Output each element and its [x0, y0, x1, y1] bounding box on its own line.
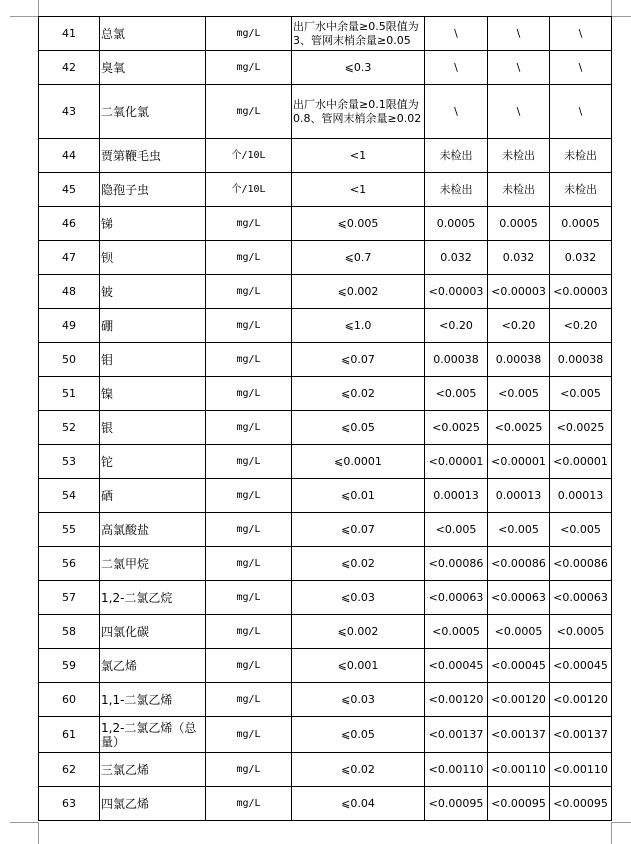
row-number: 61: [39, 717, 100, 753]
row-number: 45: [39, 173, 100, 207]
table-row: [39, 445, 612, 479]
result-cell-2: \: [488, 17, 550, 51]
result-cell-3: <0.005: [550, 377, 612, 411]
unit-cell: mg/L: [206, 513, 292, 547]
indicator-name: 高氯酸盐: [100, 513, 206, 547]
limit-cell: ⩽0.03: [292, 683, 425, 717]
indicator-name: 贾第鞭毛虫: [100, 139, 206, 173]
table-row: [39, 547, 612, 581]
result-cell-3: \: [550, 51, 612, 85]
indicator-name: 四氯化碳: [100, 615, 206, 649]
limit-cell: ⩽0.04: [292, 787, 425, 821]
row-number: 60: [39, 683, 100, 717]
result-cell-2: 0.032: [488, 241, 550, 275]
result-cell-3: <0.00120: [550, 683, 612, 717]
limit-cell: 出厂水中余量≥0.1限值为0.8、管网末梢余量≥0.02: [292, 85, 425, 139]
unit-cell: mg/L: [206, 85, 292, 139]
crop-mark: [38, 822, 39, 844]
row-number: 55: [39, 513, 100, 547]
result-cell-2: <0.005: [488, 377, 550, 411]
crop-mark: [10, 822, 38, 823]
row-number: 51: [39, 377, 100, 411]
result-cell-1: <0.005: [425, 377, 488, 411]
table-row: [39, 207, 612, 241]
result-cell-3: 未检出: [550, 173, 612, 207]
unit-cell: mg/L: [206, 17, 292, 51]
limit-cell: ⩽0.002: [292, 615, 425, 649]
row-number: 43: [39, 85, 100, 139]
row-number: 49: [39, 309, 100, 343]
result-cell-3: 未检出: [550, 139, 612, 173]
result-cell-2: <0.00095: [488, 787, 550, 821]
result-cell-2: <0.00003: [488, 275, 550, 309]
row-number: 57: [39, 581, 100, 615]
result-cell-1: <0.00003: [425, 275, 488, 309]
result-cell-3: 0.00038: [550, 343, 612, 377]
limit-cell: ⩽1.0: [292, 309, 425, 343]
table-row: [39, 581, 612, 615]
indicator-name: 二氧化氯: [100, 85, 206, 139]
crop-mark: [38, 0, 39, 16]
result-cell-2: <0.00001: [488, 445, 550, 479]
unit-cell: mg/L: [206, 753, 292, 787]
table-row: [39, 51, 612, 85]
indicator-name: 二氯甲烷: [100, 547, 206, 581]
row-number: 42: [39, 51, 100, 85]
indicator-name: 锑: [100, 207, 206, 241]
result-cell-1: <0.0005: [425, 615, 488, 649]
limit-cell: <1: [292, 139, 425, 173]
unit-cell: 个/10L: [206, 139, 292, 173]
row-number: 54: [39, 479, 100, 513]
limit-cell: ⩽0.7: [292, 241, 425, 275]
result-cell-3: <0.00003: [550, 275, 612, 309]
table-row: [39, 309, 612, 343]
result-cell-3: \: [550, 85, 612, 139]
table-row: [39, 649, 612, 683]
row-number: 59: [39, 649, 100, 683]
limit-cell: ⩽0.005: [292, 207, 425, 241]
limit-cell: 出厂水中余量≥0.5限值为3、管网末梢余量≥0.05: [292, 17, 425, 51]
table-row: [39, 787, 612, 821]
unit-cell: mg/L: [206, 309, 292, 343]
limit-cell: ⩽0.07: [292, 343, 425, 377]
crop-mark: [611, 822, 612, 844]
result-cell-2: 未检出: [488, 173, 550, 207]
row-number: 58: [39, 615, 100, 649]
indicator-name: 钡: [100, 241, 206, 275]
indicator-name: 银: [100, 411, 206, 445]
table-row: [39, 275, 612, 309]
result-cell-1: <0.00120: [425, 683, 488, 717]
result-cell-3: <0.00095: [550, 787, 612, 821]
result-cell-1: \: [425, 17, 488, 51]
table-row: [39, 479, 612, 513]
result-cell-2: <0.0025: [488, 411, 550, 445]
unit-cell: mg/L: [206, 649, 292, 683]
table-row: [39, 683, 612, 717]
result-cell-2: 未检出: [488, 139, 550, 173]
indicator-name: 四氯乙烯: [100, 787, 206, 821]
result-cell-3: <0.005: [550, 513, 612, 547]
result-cell-1: <0.00063: [425, 581, 488, 615]
indicator-name: 臭氧: [100, 51, 206, 85]
limit-cell: ⩽0.02: [292, 377, 425, 411]
table-row: [39, 717, 612, 753]
result-cell-3: <0.00137: [550, 717, 612, 753]
indicator-name: 硼: [100, 309, 206, 343]
row-number: 53: [39, 445, 100, 479]
row-number: 44: [39, 139, 100, 173]
result-cell-2: <0.00110: [488, 753, 550, 787]
table-row: [39, 411, 612, 445]
limit-cell: ⩽0.0001: [292, 445, 425, 479]
limit-cell: ⩽0.3: [292, 51, 425, 85]
unit-cell: mg/L: [206, 51, 292, 85]
unit-cell: mg/L: [206, 787, 292, 821]
result-cell-1: 0.032: [425, 241, 488, 275]
unit-cell: mg/L: [206, 581, 292, 615]
row-number: 63: [39, 787, 100, 821]
result-cell-1: 未检出: [425, 139, 488, 173]
indicator-name: 钼: [100, 343, 206, 377]
row-number: 47: [39, 241, 100, 275]
limit-cell: ⩽0.05: [292, 411, 425, 445]
result-cell-3: \: [550, 17, 612, 51]
crop-mark: [611, 0, 612, 16]
row-number: 46: [39, 207, 100, 241]
crop-mark: [611, 16, 631, 17]
result-cell-1: <0.0025: [425, 411, 488, 445]
limit-cell: ⩽0.02: [292, 753, 425, 787]
limit-cell: ⩽0.02: [292, 547, 425, 581]
indicator-name: 1,1-二氯乙烯: [100, 683, 206, 717]
unit-cell: 个/10L: [206, 173, 292, 207]
table-row: [39, 615, 612, 649]
water-quality-table: [38, 16, 612, 821]
result-cell-1: <0.00110: [425, 753, 488, 787]
unit-cell: mg/L: [206, 207, 292, 241]
unit-cell: mg/L: [206, 547, 292, 581]
crop-mark: [611, 822, 631, 823]
result-cell-2: <0.00045: [488, 649, 550, 683]
table-row: [39, 173, 612, 207]
result-cell-1: <0.005: [425, 513, 488, 547]
result-cell-3: 0.032: [550, 241, 612, 275]
indicator-name: 硒: [100, 479, 206, 513]
result-cell-1: 0.0005: [425, 207, 488, 241]
result-cell-3: <0.00045: [550, 649, 612, 683]
result-cell-3: <0.0025: [550, 411, 612, 445]
table-row: [39, 753, 612, 787]
indicator-name: 铍: [100, 275, 206, 309]
table-row: [39, 377, 612, 411]
indicator-name: 镍: [100, 377, 206, 411]
row-number: 48: [39, 275, 100, 309]
result-cell-3: 0.0005: [550, 207, 612, 241]
result-cell-2: 0.00038: [488, 343, 550, 377]
unit-cell: mg/L: [206, 683, 292, 717]
result-cell-3: <0.00086: [550, 547, 612, 581]
indicator-name: 1,2-二氯乙烷: [100, 581, 206, 615]
unit-cell: mg/L: [206, 377, 292, 411]
result-cell-2: <0.00120: [488, 683, 550, 717]
unit-cell: mg/L: [206, 241, 292, 275]
unit-cell: mg/L: [206, 445, 292, 479]
unit-cell: mg/L: [206, 343, 292, 377]
result-cell-2: \: [488, 85, 550, 139]
result-cell-1: <0.00095: [425, 787, 488, 821]
table-row: [39, 17, 612, 51]
unit-cell: mg/L: [206, 615, 292, 649]
result-cell-3: <0.20: [550, 309, 612, 343]
result-cell-1: \: [425, 85, 488, 139]
result-cell-2: 0.0005: [488, 207, 550, 241]
result-cell-1: 0.00013: [425, 479, 488, 513]
row-number: 41: [39, 17, 100, 51]
result-cell-2: <0.00137: [488, 717, 550, 753]
row-number: 56: [39, 547, 100, 581]
limit-cell: ⩽0.001: [292, 649, 425, 683]
result-cell-2: 0.00013: [488, 479, 550, 513]
indicator-name: 氯乙烯: [100, 649, 206, 683]
table-row: [39, 241, 612, 275]
unit-cell: mg/L: [206, 275, 292, 309]
result-cell-2: <0.005: [488, 513, 550, 547]
result-cell-3: <0.00110: [550, 753, 612, 787]
result-cell-1: <0.00086: [425, 547, 488, 581]
result-cell-1: \: [425, 51, 488, 85]
result-cell-1: 未检出: [425, 173, 488, 207]
limit-cell: ⩽0.03: [292, 581, 425, 615]
table-row: [39, 513, 612, 547]
result-cell-2: <0.00063: [488, 581, 550, 615]
indicator-name: 总氯: [100, 17, 206, 51]
result-cell-2: <0.0005: [488, 615, 550, 649]
result-cell-2: <0.00086: [488, 547, 550, 581]
result-cell-1: <0.20: [425, 309, 488, 343]
result-cell-3: <0.00063: [550, 581, 612, 615]
result-cell-3: 0.00013: [550, 479, 612, 513]
unit-cell: mg/L: [206, 717, 292, 753]
indicator-name: 铊: [100, 445, 206, 479]
result-cell-1: <0.00045: [425, 649, 488, 683]
limit-cell: ⩽0.002: [292, 275, 425, 309]
table-row: [39, 139, 612, 173]
result-cell-1: <0.00001: [425, 445, 488, 479]
result-cell-3: <0.0005: [550, 615, 612, 649]
indicator-name: 隐孢子虫: [100, 173, 206, 207]
row-number: 52: [39, 411, 100, 445]
result-cell-2: \: [488, 51, 550, 85]
row-number: 62: [39, 753, 100, 787]
limit-cell: ⩽0.07: [292, 513, 425, 547]
unit-cell: mg/L: [206, 411, 292, 445]
unit-cell: mg/L: [206, 479, 292, 513]
result-cell-1: <0.00137: [425, 717, 488, 753]
result-cell-3: <0.00001: [550, 445, 612, 479]
limit-cell: ⩽0.01: [292, 479, 425, 513]
crop-mark: [10, 16, 38, 17]
limit-cell: <1: [292, 173, 425, 207]
indicator-name: 1,2-二氯乙烯（总量）: [100, 717, 206, 753]
result-cell-1: 0.00038: [425, 343, 488, 377]
row-number: 50: [39, 343, 100, 377]
result-cell-2: <0.20: [488, 309, 550, 343]
table-row: [39, 85, 612, 139]
indicator-name: 三氯乙烯: [100, 753, 206, 787]
limit-cell: ⩽0.05: [292, 717, 425, 753]
table-row: [39, 343, 612, 377]
